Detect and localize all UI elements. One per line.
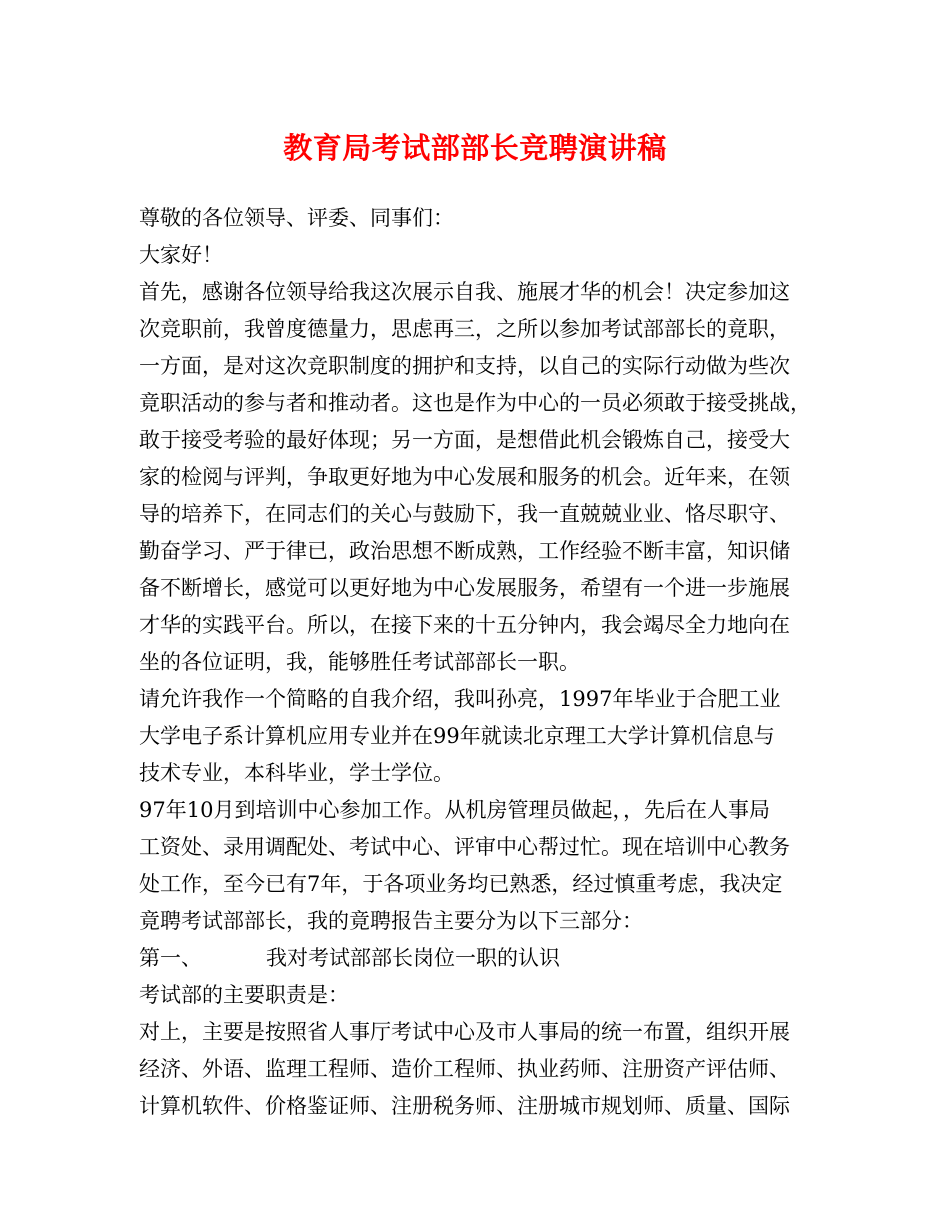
paragraph-line: 计算机软件、价格鉴证师、注册税务师、注册城市规划师、质量、国际 <box>139 1094 790 1118</box>
paragraph-line: 次竞职前，我曾度德量力，思虑再三，之所以参加考试部部长的竟职， <box>139 317 790 341</box>
paragraph-line: 首先，感谢各位领导给我这次展示自我、施展才华的机会！决定参加这 <box>139 280 790 304</box>
paragraph-line: 97年10月到培训中心参加工作。从机房管理员做起，，先后在人事局 <box>139 798 770 822</box>
paragraph-line: 导的培养下，在同志们的关心与鼓励下，我一直兢兢业业、恪尽职守、 <box>139 502 790 526</box>
paragraph-line: 敢于接受考验的最好体现；另一方面，是想借此机会锻炼自己，接受大 <box>139 428 790 452</box>
paragraph-line: 处工作，至今已有7年，于各项业务均已熟悉，经过慎重考虑，我决定 <box>139 872 783 896</box>
paragraph-line: 请允许我作一个简略的自我介绍，我叫孙亮，1997年毕业于合肥工业 <box>139 687 781 711</box>
paragraph-line: 大家好！ <box>139 243 223 267</box>
section-heading-text: 我对考试部部长岗位一职的认识 <box>266 946 560 970</box>
paragraph-line: 一方面，是对这次竞职制度的拥护和支持，以自己的实际行动做为些次 <box>139 354 790 378</box>
paragraph-line: 工资处、录用调配处、考试中心、评审中心帮过忙。现在培训中心教务 <box>139 835 790 859</box>
paragraph-line: 坐的各位证明，我，能够胜任考试部部长一职。 <box>139 650 580 674</box>
paragraph-line: 竟聘考试部部长，我的竟聘报告主要分为以下三部分： <box>139 909 643 933</box>
document-body <box>139 200 839 1125</box>
paragraph-line: 竟职活动的参与者和推动者。这也是作为中心的一员必须敢于接受挑战， <box>139 391 811 415</box>
section-heading <box>139 940 839 977</box>
paragraph-line: 备不断增长，感觉可以更好地为中心发展服务，希望有一个进一步施展 <box>139 576 790 600</box>
paragraph-line: 家的检阅与评判，争取更好地为中心发展和服务的机会。近年来，在领 <box>139 465 790 489</box>
document-title: 教育局考试部部长竞聘演讲稿 <box>283 131 667 165</box>
paragraph-line: 对上，主要是按照省人事厅考试中心及市人事局的统一布置，组织开展 <box>139 1020 790 1044</box>
paragraph-line: 技术专业，本科毕业，学士学位。 <box>139 761 454 785</box>
paragraph-line: 尊敬的各位领导、评委、同事们： <box>139 206 454 230</box>
paragraph-line: 考试部的主要职责是： <box>139 983 349 1007</box>
paragraph-line: 大学电子系计算机应用专业并在99年就读北京理工大学计算机信息与 <box>139 724 775 748</box>
paragraph-line: 勤奋学习、严于律已，政治思想不断成熟，工作经验不断丰富，知识储 <box>139 539 790 563</box>
section-number: 第一、 <box>139 946 202 970</box>
paragraph-line: 才华的实践平台。所以，在接下来的十五分钟内，我会竭尽全力地向在 <box>139 613 790 637</box>
paragraph-line: 经济、外语、监理工程师、造价工程师、执业药师、注册资产评估师、 <box>139 1057 790 1081</box>
